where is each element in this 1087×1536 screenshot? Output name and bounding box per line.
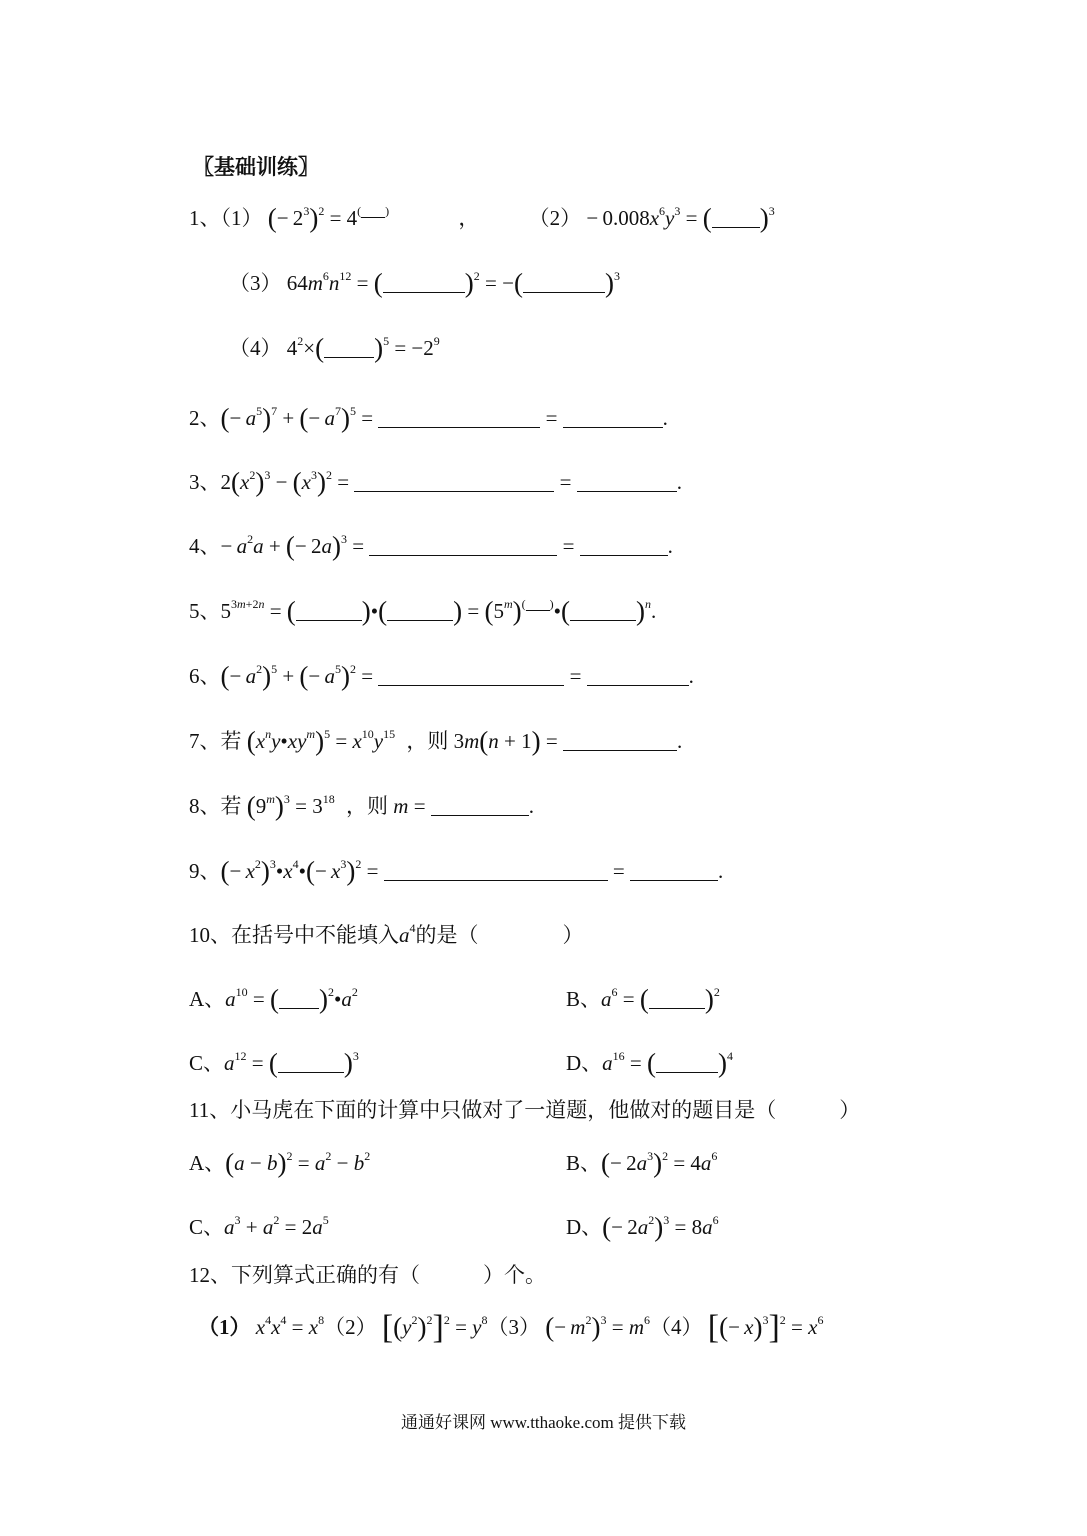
formula: $a^{16}$ = ( )$^4$ [602, 1048, 734, 1078]
item-label: （3） [487, 1315, 540, 1339]
question-text: 若 [220, 794, 242, 818]
formula: $(9^m)^3 = 3^{18}$ [246, 791, 335, 821]
item-label: （2） [324, 1315, 377, 1339]
formula: $a^4$ [399, 921, 416, 947]
question-1-line-2 [229, 268, 620, 298]
formula: $5^{3m+2n}$ = ( )•( ) = $(5^m)^{( )}•$( )$^n$. [220, 596, 657, 626]
question-text: 10、在括号中不能填入 [189, 923, 399, 947]
question-10-option-c [189, 1048, 359, 1078]
question-number: 5、 [189, 599, 221, 623]
formula: − $a^2a$ + (− 2a)$^3$ = = . [220, 531, 673, 561]
formula: (− $a^5)^7$ + (− $a^7)^5$ = = . [220, 403, 668, 433]
option-label: A、 [189, 1151, 226, 1175]
question-text: ，则 [346, 794, 389, 818]
question-11-option-d [566, 1212, 719, 1242]
option-label: C、 [189, 1215, 225, 1239]
question-12-items [198, 1309, 824, 1346]
item-label: （1） [198, 1315, 251, 1339]
question-number: 3、 [189, 470, 221, 494]
separator-comma: ， [458, 206, 480, 230]
formula: $64m^6n^{12}$ = ( )$^2$ = −( )$^3$ [286, 268, 620, 298]
formula: $a^{10}$ = ( )$^2•a^2$ [225, 984, 358, 1014]
question-12: 12、下列算式正确的有（ ）个。 [189, 1263, 546, 1287]
item-label: （4） [649, 1315, 703, 1339]
formula: $x^4x^4 = x^8$ [255, 1313, 325, 1339]
formula: $a^3 + a^2 = 2a^5$ [224, 1213, 329, 1239]
question-6 [189, 661, 694, 691]
section-heading: 〖基础训练〗 [193, 155, 319, 179]
question-3 [189, 467, 682, 497]
formula: − $0.008x^6y^3$ = ( )$^3$ [586, 203, 775, 233]
formula: $a^{12}$ = ( )$^3$ [224, 1048, 359, 1078]
formula: (− $2a^2)^3 = 8a^6$ [602, 1212, 719, 1242]
question-number: 7、 [189, 729, 221, 753]
option-label: A、 [189, 987, 226, 1011]
option-label: B、 [566, 1151, 602, 1175]
question-number: 6、 [189, 664, 221, 688]
part-label: （4） [229, 336, 282, 360]
question-7 [189, 726, 682, 756]
formula: $2(x^2)^3 - (x^3)^2$ = = . [220, 467, 682, 497]
question-number: 8、 [189, 794, 221, 818]
formula: 3m(n + 1) = . [453, 726, 683, 756]
question-text: 的是（ ） [415, 923, 584, 947]
formula: (− $2^3)^2 = 4^{( )}$ [267, 203, 390, 233]
question-text: ，则 [406, 729, 449, 753]
formula: (− $x^2)^3•x^4•(- x^3)^2$ = = . [220, 856, 724, 886]
page-footer: 通通好课网 www.tthaoke.com 提供下载 [400, 1413, 687, 1432]
question-11-option-a [189, 1148, 370, 1178]
question-11-option-b [566, 1148, 717, 1178]
option-label: C、 [189, 1051, 225, 1075]
formula: $(a - b)^2 = a^2 - b^2$ [225, 1148, 371, 1178]
question-10-option-d [566, 1048, 733, 1078]
formula: $4^2\times$( )$^5 = -2^9$ [286, 333, 440, 363]
question-4 [189, 531, 673, 561]
formula: (− $m^2)^3 = m^6$ [545, 1312, 650, 1342]
formula: $[(y^2)^2]^2 = y^8$ [381, 1309, 488, 1346]
question-10-option-a [189, 984, 358, 1014]
option-label: B、 [566, 987, 602, 1011]
question-10 [189, 920, 584, 950]
option-label: D、 [566, 1051, 603, 1075]
question-9 [189, 856, 723, 886]
question-5 [189, 596, 656, 626]
question-text: 若 [220, 729, 242, 753]
part-label: （1） [220, 206, 263, 230]
question-11: 11、小马虎在下面的计算中只做对了一道题，他做对的题目是（ ） [189, 1098, 861, 1122]
part-label: （2） [528, 206, 582, 230]
formula: m = . [393, 794, 535, 818]
formula: (− $2a^3)^2 = 4a^6$ [601, 1148, 718, 1178]
question-number: 9、 [189, 859, 221, 883]
question-number: 4、 [189, 534, 221, 558]
formula: (− $a^2)^5$ + (− $a^5)^2$ = = . [220, 661, 694, 691]
question-1-line-1 [189, 203, 775, 233]
formula: $(x^ny•xy^m)^5 = x^{10}y^{15}$ [246, 726, 396, 756]
part-label: （3） [229, 271, 282, 295]
question-number: 1、 [189, 206, 221, 230]
question-2 [189, 403, 668, 433]
formula: $a^6$ = ( )$^2$ [601, 984, 720, 1014]
question-10-option-b [566, 984, 720, 1014]
formula: [(− $x)^3]^2 = x^6$ [707, 1309, 824, 1346]
question-1-line-3 [229, 333, 440, 363]
option-label: D、 [566, 1215, 603, 1239]
question-number: 2、 [189, 406, 221, 430]
question-11-option-c [189, 1212, 329, 1242]
question-8 [189, 791, 534, 821]
